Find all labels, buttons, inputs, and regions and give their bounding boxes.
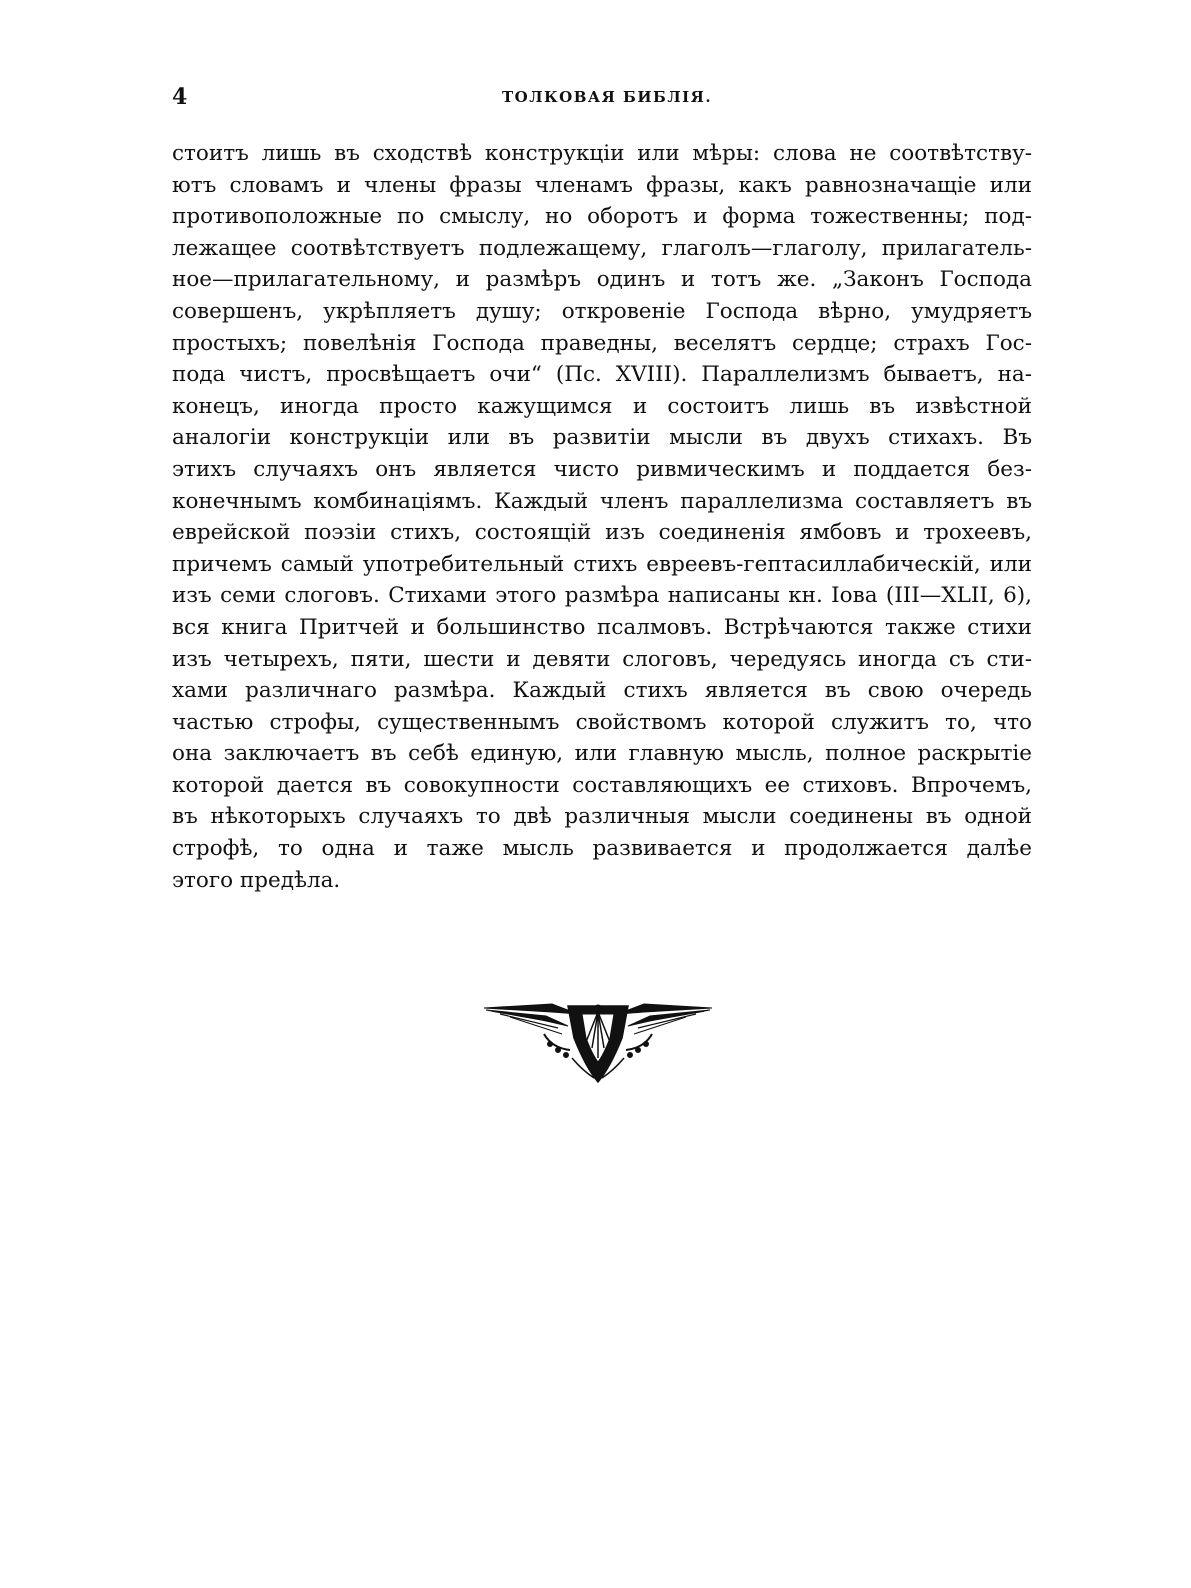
- text-line: она заключаетъ въ себѣ единую, или главную мысль, полное раскрытіе: [172, 741, 1032, 767]
- running-title: ТОЛКОВАЯ БИБЛІЯ.: [502, 88, 713, 106]
- text-line: стоитъ лишь въ сходствѣ конструкціи или мѣры: слова не соотвѣтству-: [172, 141, 1032, 166]
- text-line: строфѣ, то одна и таже мысль развивается и продолжается далѣе: [172, 836, 1032, 862]
- text-line: конечнымъ комбинаціямъ. Каждый членъ параллелизма составляетъ въ: [172, 488, 1032, 514]
- text-line: совершенъ, укрѣпляетъ душу; откровеніе Господа вѣрно, умудряетъ: [172, 298, 1032, 324]
- text-line: пода чистъ, просвѣщаетъ очи“ (Пс. XVIII). Параллелизмъ бываетъ, на-: [172, 362, 1032, 388]
- text-line: лежащее соотвѣтствуетъ подлежащему, глаголъ—глаголу, прилагатель-: [172, 235, 1032, 261]
- text-line: конецъ, иногда просто кажущимся и состоитъ лишь въ извѣстной: [172, 393, 1032, 419]
- text-line: ное—прилагательному, и размѣръ одинъ и тотъ же. „Законъ Господа: [172, 267, 1032, 293]
- body-text: [172, 138, 1032, 896]
- text-line: этихъ случаяхъ онъ является чисто ривмическимъ и поддается без-: [172, 456, 1032, 482]
- text-line: вся книга Притчей и большинство псалмовъ. Встрѣчаются также стихи: [172, 614, 1032, 640]
- text-line: противоположные по смыслу, но оборотъ и форма тожественны; под-: [172, 204, 1032, 230]
- text-line: этого предѣла.: [172, 867, 341, 893]
- text-line: ютъ словамъ и члены фразы членамъ фразы, какъ равнозначащіе или: [172, 172, 1032, 198]
- text-line: хами различнаго размѣра. Каждый стихъ является въ свою очередь: [172, 678, 1032, 704]
- text-line: простыхъ; повелѣнія Господа праведны, веселятъ сердце; страхъ Гос-: [172, 330, 1032, 356]
- text-line: аналогіи конструкціи или въ развитіи мысли въ двухъ стихахъ. Въ: [172, 425, 1032, 451]
- text-line: частью строфы, существеннымъ свойствомъ которой служитъ то, что: [172, 709, 1032, 735]
- text-line: въ нѣкоторыхъ случаяхъ то двѣ различныя мысли соединены въ одной: [172, 804, 1032, 830]
- page-number: 4: [172, 84, 188, 110]
- page-header: [172, 84, 1032, 114]
- text-line: которой дается въ совокупности составляющихъ ее стиховъ. Впрочемъ,: [172, 772, 1032, 798]
- text-line: изъ четырехъ, пяти, шести и девяти слоговъ, чередуясь иногда съ сти-: [172, 646, 1032, 672]
- text-line: изъ семи слоговъ. Стихами этого размѣра написаны кн. Іова (III—XLII, 6),: [172, 583, 1032, 609]
- tailpiece-ornament-icon: [482, 998, 714, 1088]
- text-line: еврейской поэзіи стихъ, состоящій изъ соединенія ямбовъ и трохеевъ,: [172, 520, 1032, 546]
- text-line: причемъ самый употребительный стихъ евреевъ-гептасиллабическій, или: [172, 551, 1032, 577]
